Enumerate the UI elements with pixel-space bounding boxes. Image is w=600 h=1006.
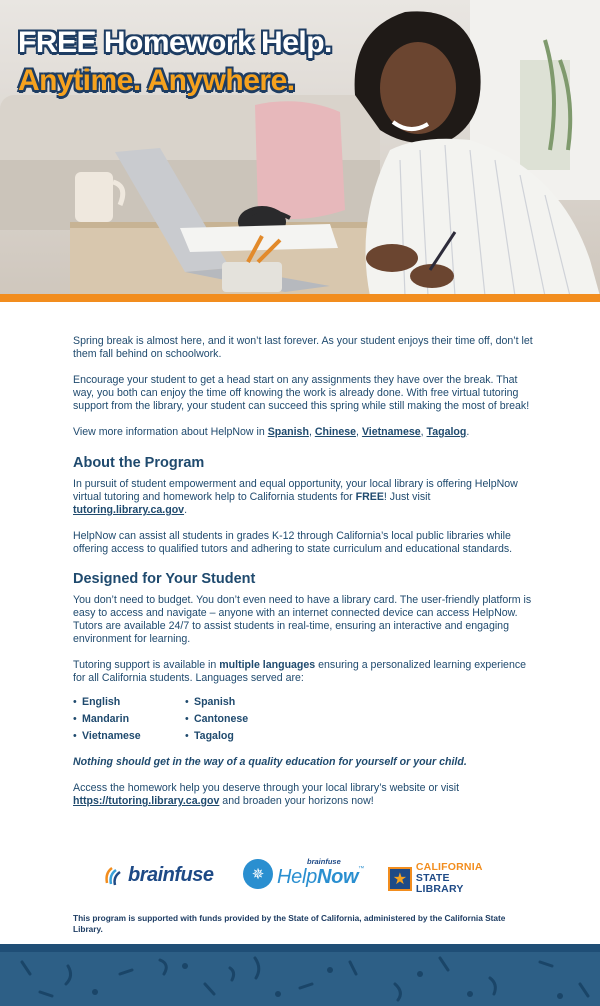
- partner-logos: [100, 858, 500, 894]
- star-icon: ★: [388, 867, 412, 891]
- hero-title: [18, 26, 332, 99]
- helpnow-help: Help: [277, 865, 317, 888]
- designed-text: Tutoring support is available in: [73, 659, 220, 671]
- link-tagalog[interactable]: Tagalog: [426, 426, 467, 438]
- language-mandarin: Mandarin: [82, 713, 130, 725]
- helpnow-badge-icon: ✵: [243, 859, 273, 889]
- language-tagalog: Tagalog: [194, 730, 234, 742]
- period: .: [466, 426, 470, 438]
- languages-list: [73, 696, 533, 742]
- trademark: ™: [358, 865, 364, 872]
- hero-title-line2: Anytime. Anywhere.: [18, 64, 295, 97]
- about-text-after: ! Just visit: [383, 491, 431, 503]
- csl-line1: CALIFORNIA: [415, 861, 483, 873]
- multiple-languages-label: multiple languages: [219, 659, 316, 671]
- language-cantonese: Cantonese: [194, 713, 249, 725]
- confetti-pattern: [0, 944, 600, 1006]
- language-spanish: Spanish: [194, 696, 236, 708]
- intro-paragraph-1: Spring break is almost here, and it won’t last forever. As your student enjoys their time off, don’t let them fall behind on schoolwork.: [73, 335, 533, 360]
- bullet: •: [73, 730, 77, 742]
- period: .: [184, 504, 188, 516]
- designed-paragraph-3: [73, 782, 533, 808]
- access-text: Access the homework help you deserve through your local library’s website or visit: [73, 782, 460, 794]
- brainfuse-logo[interactable]: [103, 863, 214, 887]
- language-vietnamese: Vietnamese: [82, 730, 141, 742]
- list-item: [73, 696, 185, 708]
- csl-wordmark: [416, 862, 500, 895]
- list-item: [185, 696, 335, 708]
- intro-languages-prefix: View more information about HelpNow in: [73, 426, 268, 438]
- link-chinese[interactable]: Chinese: [314, 426, 357, 438]
- emphasis-statement: Nothing should get in the way of a quality education for yourself or your child.: [73, 756, 467, 768]
- bullet: •: [185, 730, 189, 742]
- about-text: In pursuit of student empowerment and equal opportunity, your local library is offering HelpNow virtual tutoring and homework help to California students for: [73, 478, 518, 503]
- designed-paragraph-2: [73, 659, 533, 685]
- sep: ,: [420, 426, 427, 438]
- helpnow-logo[interactable]: [243, 856, 364, 889]
- orange-divider: [0, 294, 600, 302]
- list-item: [185, 713, 335, 725]
- intro-paragraph-3: [73, 426, 533, 439]
- sep: ,: [356, 426, 362, 438]
- about-heading: About the Program: [73, 455, 205, 471]
- hero-banner: [0, 0, 600, 296]
- csl-line2: STATE LIBRARY: [415, 872, 464, 895]
- link-spanish[interactable]: Spanish: [267, 426, 309, 438]
- brainfuse-swirl-icon: [103, 863, 125, 887]
- designed-heading: Designed for Your Student: [73, 571, 256, 587]
- hero-title-line1: FREE Homework Help.: [18, 26, 332, 59]
- bullet: •: [185, 713, 189, 725]
- intro-paragraph-2: Encourage your student to get a head start on any assignments they have over the break. That way, you both can enjoy the time off knowing the work is already done. With free virtual tutoring support from the library, your student can succeed this spring while still making the most of break!: [73, 374, 530, 412]
- about-paragraph-1: [73, 478, 533, 517]
- helpnow-now: Now: [316, 865, 359, 888]
- california-state-library-logo[interactable]: [388, 862, 500, 895]
- footer-band: [0, 944, 600, 1006]
- access-text-after: and broaden your horizons now!: [219, 795, 374, 807]
- designed-paragraph-1: You don’t need to budget. You don’t even need to have a library card. The user-friendly platform is easy to access and navigate – anyone with an internet connected device can access HelpNow. Tutors are available 24/7 to assist students in real-time, ensuring an interactive and engaging environment for learning.: [73, 594, 532, 645]
- list-item: [73, 713, 185, 725]
- designed-text-after: ensuring a personalized learning experience for all California students. Languages served are:: [73, 659, 527, 684]
- tutoring-link[interactable]: tutoring.library.ca.gov: [73, 504, 185, 516]
- list-item: [73, 730, 185, 742]
- helpnow-wordmark: [277, 856, 364, 889]
- email-body: [73, 335, 533, 821]
- bullet: •: [185, 696, 189, 708]
- helpnow-brand-small: brainfuse: [307, 856, 341, 866]
- bullet: •: [73, 696, 77, 708]
- tutoring-url-link[interactable]: https://tutoring.library.ca.gov: [73, 795, 220, 807]
- list-item: [185, 730, 335, 742]
- helpnow-title: [277, 866, 364, 889]
- language-english: English: [82, 696, 121, 708]
- about-paragraph-2: HelpNow can assist all students in grades K-12 through California’s local public libraries while offering access to qualified tutors and adhering to state curriculum and educational standards.: [73, 530, 513, 555]
- bullet: •: [73, 713, 77, 725]
- brainfuse-wordmark: brainfuse: [128, 863, 214, 886]
- sep: ,: [308, 426, 315, 438]
- funding-note: This program is supported with funds provided by the State of California, administered by the California State Library.: [73, 913, 506, 934]
- link-vietnamese[interactable]: Vietnamese: [361, 426, 421, 438]
- free-label: FREE: [355, 491, 384, 503]
